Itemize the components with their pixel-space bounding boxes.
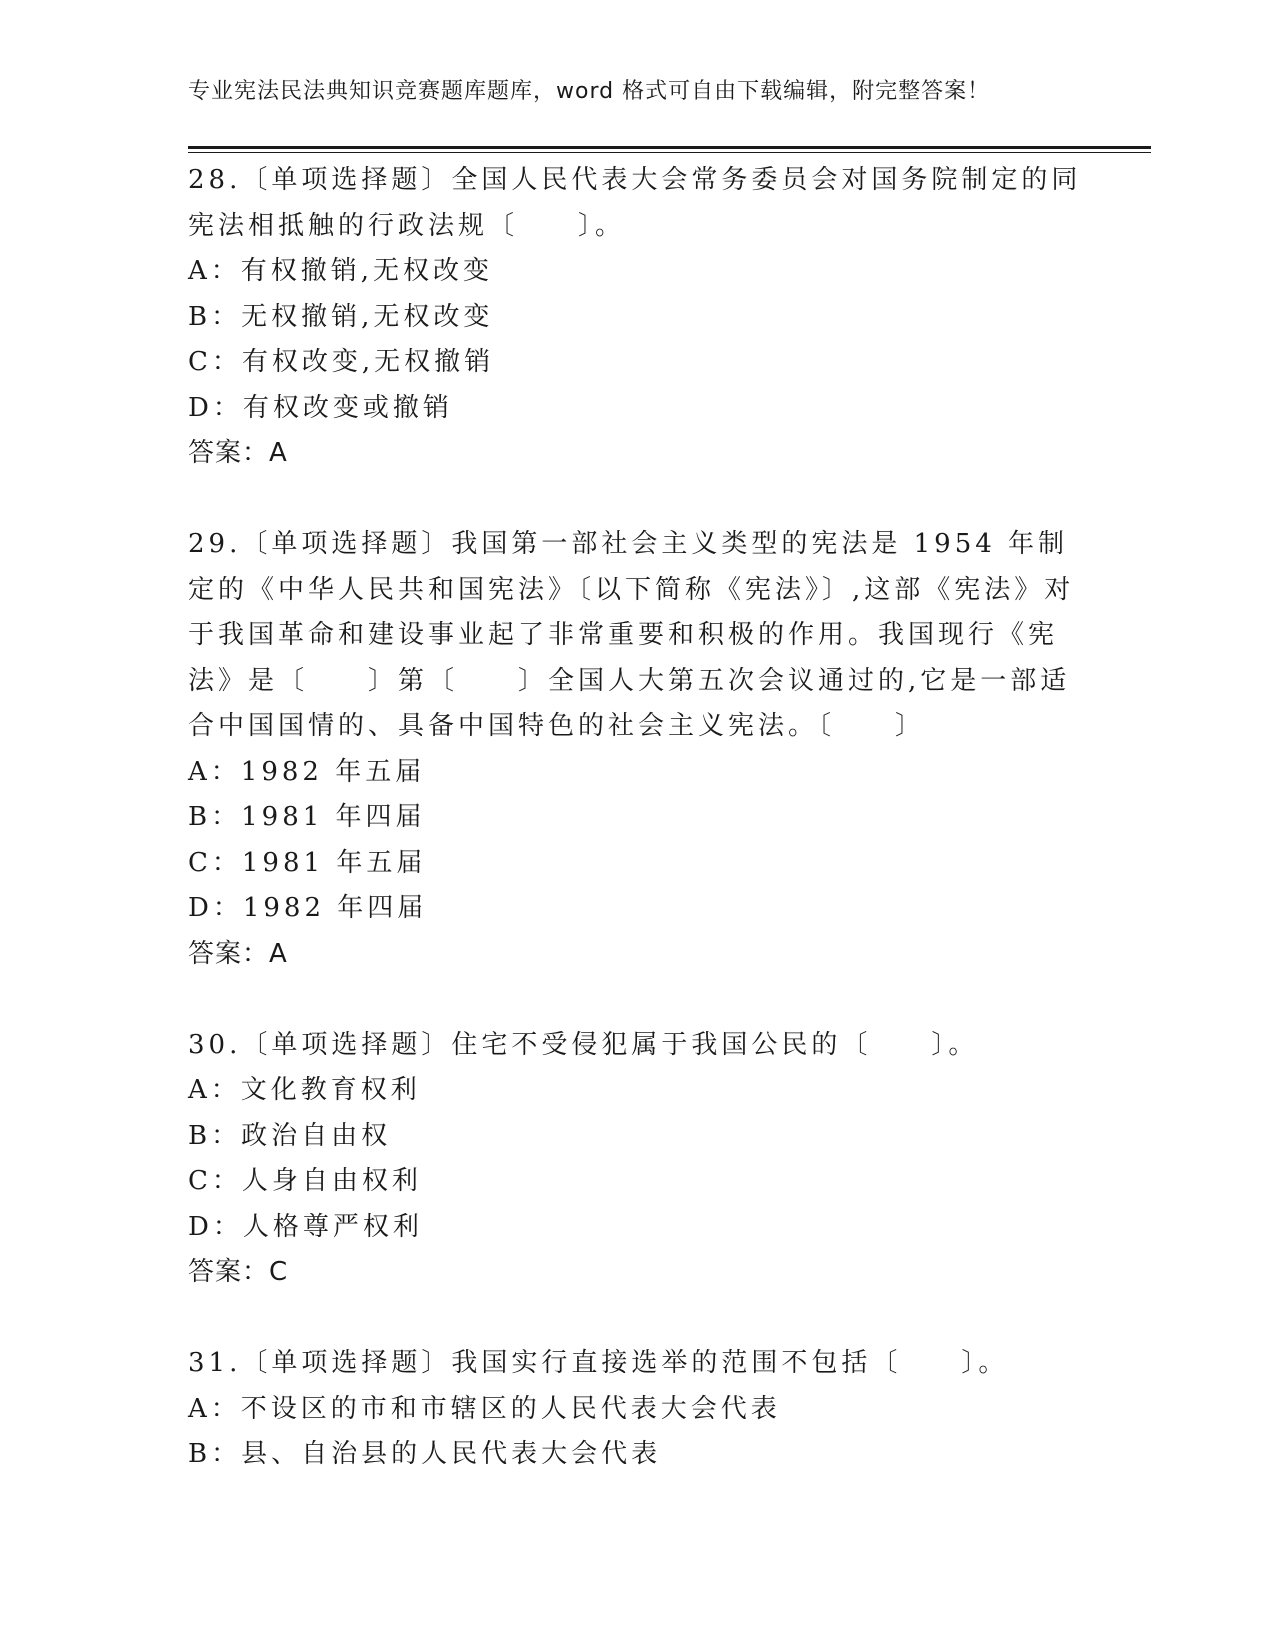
option-d: D：1982 年四届 <box>188 893 428 923</box>
option-d: D：人格尊严权利 <box>188 1211 423 1242</box>
question-list <box>188 158 1088 1478</box>
option-a: A：文化教育权利 <box>188 1075 421 1105</box>
option-b: B：1981 年四届 <box>188 802 426 832</box>
option-c: C：1981 年五届 <box>188 847 427 878</box>
spacer <box>188 1296 1088 1342</box>
answer-line: 答案：A <box>188 438 288 468</box>
spacer <box>188 977 1088 1023</box>
question-text: 28.〔单项选择题〕全国人民代表大会常务委员会对国务院制定的同宪法相抵触的行政法规〔 〕。 <box>188 165 1082 241</box>
question-30 <box>188 1023 1088 1296</box>
page-header: 专业宪法民法典知识竞赛题库题库，word 格式可自由下载编辑，附完整答案！ <box>188 79 991 104</box>
question-text: 29.〔单项选择题〕我国第一部社会主义类型的宪法是 1954 年制定的《中华人民共和国宪法》〔以下简称《宪法》〕,这部《宪法》对于我国革命和建设事业起了非常重要和积极的作用。我国现行《宪法》是〔 〕第〔 〕全国人大第五次会议通过的,它是一部适合中国国情的、具备中国特色的社会主义宪法。〔 〕 <box>188 529 1075 741</box>
option-b: B：政治自由权 <box>188 1120 392 1151</box>
question-text: 31.〔单项选择题〕我国实行直接选举的范围不包括〔 〕。 <box>188 1348 1009 1378</box>
header-rule-thick <box>188 146 1151 149</box>
question-29 <box>188 522 1088 977</box>
answer-line: 答案：C <box>188 1257 289 1287</box>
option-d: D：有权改变或撤销 <box>188 392 453 423</box>
answer-line: 答案：A <box>188 938 288 969</box>
header-rule-thin <box>188 152 1151 153</box>
option-a: A：不设区的市和市辖区的人民代表大会代表 <box>188 1393 781 1424</box>
option-a: A：1982 年五届 <box>188 756 426 787</box>
question-31 <box>188 1341 1088 1478</box>
option-a: A：有权撤销,无权改变 <box>188 256 494 286</box>
option-b: B：县、自治县的人民代表大会代表 <box>188 1439 662 1469</box>
question-text: 30.〔单项选择题〕住宅不受侵犯属于我国公民的〔 〕。 <box>188 1029 979 1060</box>
spacer <box>188 477 1088 523</box>
option-c: C：有权改变,无权撤销 <box>188 347 495 377</box>
option-c: C：人身自由权利 <box>188 1166 422 1196</box>
question-28 <box>188 158 1088 477</box>
option-b: B：无权撤销,无权改变 <box>188 301 494 332</box>
